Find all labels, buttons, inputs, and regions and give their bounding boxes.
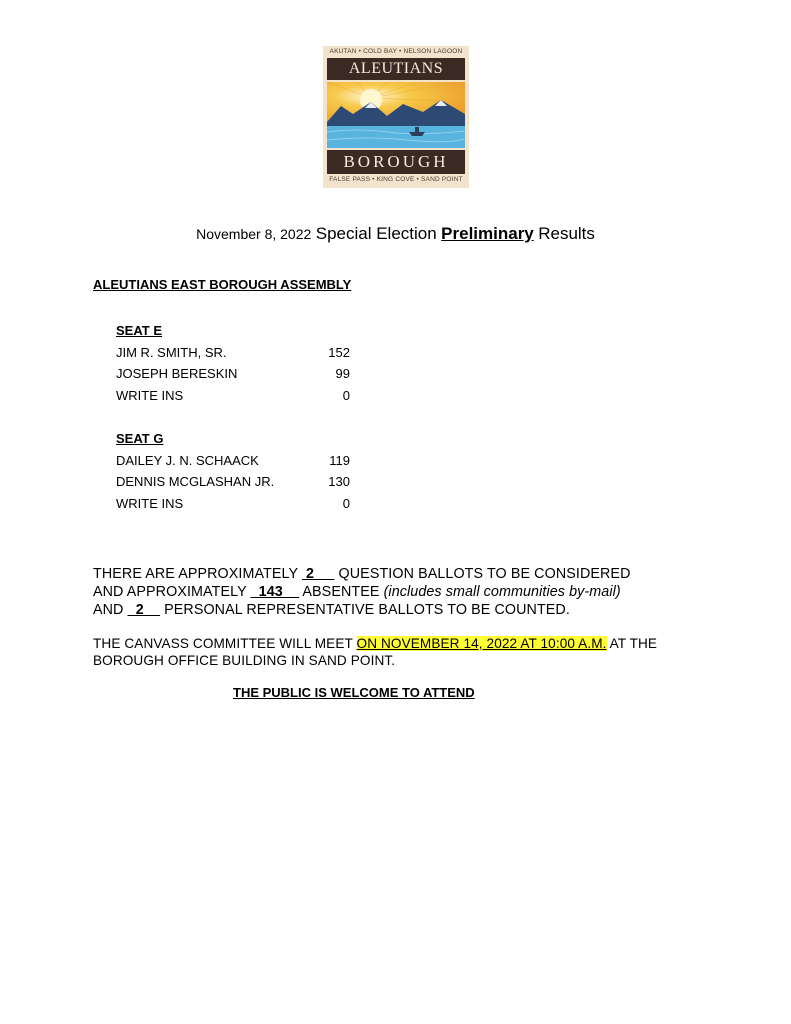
ballots-text: THERE ARE APPROXIMATELY [93, 566, 302, 582]
ballots-line-2 [93, 584, 621, 600]
title-mid: Special Election [315, 224, 437, 243]
candidate-name: JOSEPH BERESKIN [116, 366, 238, 381]
ballots-line-3 [93, 602, 570, 618]
canvass-date-highlight: NOVEMBER 14, 2022 AT 10:00 A.M. [381, 636, 607, 651]
logo-borough-bar: BOROUGH [327, 150, 465, 174]
candidate-votes: 130 [328, 474, 350, 489]
candidate-votes: 152 [328, 345, 350, 360]
candidate-votes: 0 [342, 388, 350, 403]
canvass-line-2: BOROUGH OFFICE BUILDING IN SAND POINT. [93, 653, 396, 668]
candidate-votes: 119 [329, 453, 350, 468]
canvass-text: AT THE [606, 636, 658, 651]
ballots-text: ABSENTEE [299, 584, 384, 600]
question-ballot-count: 2 [301, 566, 335, 582]
logo-name-bar: ALEUTIANS [327, 58, 465, 80]
candidate-votes: 0 [342, 496, 350, 511]
personal-ballot-count: 2 [127, 602, 161, 618]
logo-landscape-icon [327, 82, 465, 148]
public-welcome-notice: THE PUBLIC IS WELCOME TO ATTEND [233, 685, 475, 700]
ballots-text: PERSONAL REPRESENTATIVE BALLOTS TO BE COUNTED. [160, 602, 570, 618]
logo-top-text: AKUTAN • COLD BAY • NELSON LAGOON [329, 48, 463, 55]
title-date: November 8, 2022 [196, 226, 312, 242]
candidate-name: JIM R. SMITH, SR. [116, 345, 227, 360]
assembly-heading: ALEUTIANS EAST BOROUGH ASSEMBLY [93, 277, 352, 292]
canvass-text: THE CANVASS COMMITTEE WILL MEET [93, 636, 357, 651]
candidate-name: WRITE INS [116, 388, 184, 403]
candidate-name: DAILEY J. N. SCHAACK [116, 453, 259, 468]
seat-e-label: SEAT E [116, 323, 162, 338]
ballots-text: AND APPROXIMATELY [93, 584, 251, 600]
canvass-highlight-on: ON [356, 636, 381, 651]
candidate-name: DENNIS MCGLASHAN JR. [116, 474, 275, 489]
borough-logo [323, 46, 469, 188]
ballots-line-1 [93, 566, 631, 582]
canvass-line-1 [93, 636, 657, 651]
page-title [0, 224, 791, 244]
absentee-note: (includes small communities by-mail) [383, 584, 621, 600]
title-end: Results [538, 224, 595, 243]
title-emphasis: Preliminary [441, 224, 534, 243]
candidate-votes: 99 [335, 366, 350, 381]
candidate-name: WRITE INS [116, 496, 184, 511]
seat-g-label: SEAT G [116, 431, 164, 446]
ballots-text: AND [93, 602, 128, 618]
absentee-ballot-count: 143 [250, 584, 300, 600]
logo-bottom-text: FALSE PASS • KING COVE • SAND POINT [329, 176, 463, 183]
ballots-text: QUESTION BALLOTS TO BE CONSIDERED [334, 566, 631, 582]
